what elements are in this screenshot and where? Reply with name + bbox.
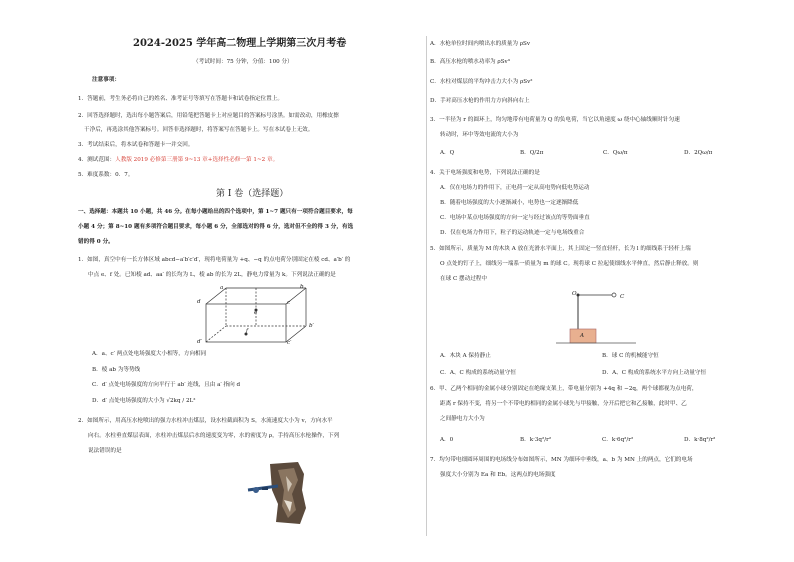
page-title: 2024-2025 学年高二物理上学期第三次月考卷	[133, 38, 347, 49]
question-5-option: D．A、C 构成的系统水平方向上动量守恒	[602, 370, 707, 376]
question-1-option: D．d′ 点处电场强度的大小为 √2kq / 2L²	[92, 398, 196, 404]
pendulum-figure	[566, 289, 646, 349]
question-1-option: B．棱 ab 为等势线	[92, 367, 141, 373]
note-difficulty: 5．难度系数：0．7。	[78, 172, 134, 178]
instruction-line: 小题 4 分；第 8~10 题有多项符合题目要求，每小题 6 分，全部选对的得 6 分，选对但不全的得 3 分，有选	[78, 224, 354, 230]
water-gun-photo	[248, 460, 312, 526]
question-3-option: A．Q	[440, 150, 455, 156]
fig-label-c-prime: c′	[287, 340, 292, 346]
question-5-stem: 在球 C 摆动过程中	[440, 276, 487, 282]
column-divider	[426, 36, 427, 536]
question-2-option: D．手对高压水枪的作用力方向斜向右上	[430, 98, 530, 104]
section-title: 第 Ⅰ 卷（选择题）	[216, 189, 289, 199]
fig-label-b: b	[300, 284, 304, 290]
question-3-option: C．Qω/π	[603, 150, 628, 156]
question-2-option: B．高压水枪的喷水功率为 ρSv³	[430, 59, 510, 65]
question-3-option: B．Q/2π	[520, 150, 544, 156]
fig-label-C: C	[620, 294, 625, 300]
question-1-option: C．d′ 点处电场强度的方向平行于 ab′ 连线，且由 a′ 指向 d	[92, 382, 241, 388]
question-4-stem: 4．关于电场强度和电势，下列说法正确的是	[430, 170, 540, 176]
cuboid-figure	[204, 286, 314, 346]
question-6-option: A．0	[440, 437, 454, 443]
question-5-option: A．木块 A 保持静止	[440, 353, 491, 359]
fig-label-d-prime: d′	[197, 339, 202, 345]
question-7-stem: 7．均匀带电细圆环周围的电场线分布如图所示，MN 为细环中垂线，a、b 为 MN 上的两点，它们的电场	[430, 457, 693, 463]
question-5-stem: O 点处的钉子上，细线另一端系一质量为 m 的球 C。现将球 C 拉起使细线水平伸直，然后静止释放。则	[440, 261, 699, 267]
question-6-option: C．k·6q²/r²	[602, 437, 634, 443]
question-2-stem: 说法错误的是	[88, 448, 122, 454]
fig-label-b-prime: b′	[309, 323, 314, 329]
note-line: 干净后，再选涂其他答案标号。回答非选择题时，将答案写在答题卡上。写在本试卷上无效。	[84, 127, 314, 133]
question-3-stem: 转动时，环中等效电流的大小为	[440, 132, 519, 138]
question-2-stem: 2．如图所示，用高压水枪喷出的强力水柱冲击煤层，设水柱截面积为 S，水流速度大小为 v，方向水平	[78, 418, 333, 424]
question-5-option: C．A、C 构成的系统动量守恒	[440, 370, 516, 376]
right-column	[430, 0, 775, 562]
question-6-option: B．k·3q²/r²	[520, 437, 552, 443]
question-6-stem: 之间静电力大小为	[440, 416, 485, 422]
fig-label-f: f	[246, 328, 249, 334]
fig-label-c: c	[287, 300, 291, 306]
question-1-option: A．a、c′ 两点处电场强度大小相等，方向相同	[92, 351, 207, 357]
question-3-option: D．2Qω/π	[684, 150, 713, 156]
note-line: 1．答题前，考生务必将自己的姓名、准考证号等填写在答题卡和试卷指定位置上。	[78, 96, 283, 102]
question-1-stem: 中点 e、f 处。已知棱 ad、aa′ 的长均为 L，棱 ab 的长为 2L，静电力常量为 k。下列说法正确的是	[88, 272, 336, 278]
question-2-stem: 向右。水柱垂直煤层表面，水柱冲击煤层后水的速度变为零，水的密度为 ρ，手持高压水枪操作，下列	[88, 433, 340, 439]
question-2-option: A．水枪单位时间内喷出水的质量为 ρSv	[430, 41, 531, 47]
question-4-option: C．电场中某点电场强度的方向一定与经过该点的等势面垂直	[440, 215, 590, 221]
notes-heading: 注意事项：	[92, 77, 120, 83]
question-4-option: B．随着电场强度的大小逐渐减小，电势也一定逐渐降低	[440, 200, 579, 206]
scope-label: 4．测试范围：	[78, 157, 116, 163]
note-scope	[78, 156, 278, 164]
question-6-stem: 距离 r 保持不变，将另一个不带电的相同的金属小球先与甲接触，分开后把它和乙接触，此时甲、乙	[440, 401, 687, 407]
fig-label-e: e	[254, 310, 258, 316]
note-line: 3．考试结束后，将本试卷和答题卡一并交回。	[78, 142, 194, 148]
fig-label-A: A	[580, 333, 585, 339]
instruction-line: 错的得 0 分。	[78, 239, 114, 245]
question-1-stem: 1．如图，真空中有一长方体区域 abcd−a′b′c′d′，现将电荷量为 +q、−q 的点电荷分别固定在棱 cd、a′b′ 的	[78, 257, 351, 263]
question-6-option: D．k·8q²/r²	[684, 437, 716, 443]
question-5-stem: 5．如图所示，质量为 M 的木块 A 放在光滑水平面上，其上固定一竖直轻杆，长为 l 的细线系于轻杆上端	[430, 246, 691, 252]
question-6-stem: 6．甲、乙两个相同的金属小球分别固定在绝缘支架上，带电量分别为 +4q 和 −2q，两个球都视为点电荷，	[430, 386, 698, 392]
question-3-stem: 3．一半径为 r 的圆环上，均匀地带有电荷量为 Q 的负电荷，当它以角速度 ω 绕中心轴线顺时针匀速	[430, 117, 680, 123]
question-4-option: A．仅在电场力的作用下，正电荷一定从高电势向低电势运动	[440, 185, 590, 191]
fig-label-d: d	[197, 299, 201, 305]
instruction-line: 一、选择题：本题共 10 小题，共 46 分。在每小题给出的四个选项中，第 1~7 题只有一项符合题目要求，每	[78, 209, 353, 215]
left-column	[78, 0, 423, 562]
scope-text: 人教版 2019 必修第三册第 9~13 章+选择性必修一第 1~2 章。	[115, 157, 279, 163]
question-7-stem: 强度大小分别为 Ea 和 Eb。这两点的电场强度	[440, 472, 556, 478]
fig-label-O: O	[572, 291, 577, 297]
note-line: 2．回答选择题时，选出每小题答案后，用铅笔把答题卡上对应题目的答案标号涂黑。如需改动，用橡皮擦	[78, 113, 339, 119]
question-4-option: D．仅在电场力作用下，粒子的运动轨迹一定与电场线重合	[440, 230, 585, 236]
fig-label-a: a	[220, 285, 224, 291]
exam-info: （考试时间：75 分钟，分值：100 分）	[193, 59, 293, 65]
question-5-option: B．球 C 的机械能守恒	[602, 353, 659, 359]
question-2-option: C．水柱对煤层的平均冲击力大小为 ρSv²	[430, 79, 533, 85]
